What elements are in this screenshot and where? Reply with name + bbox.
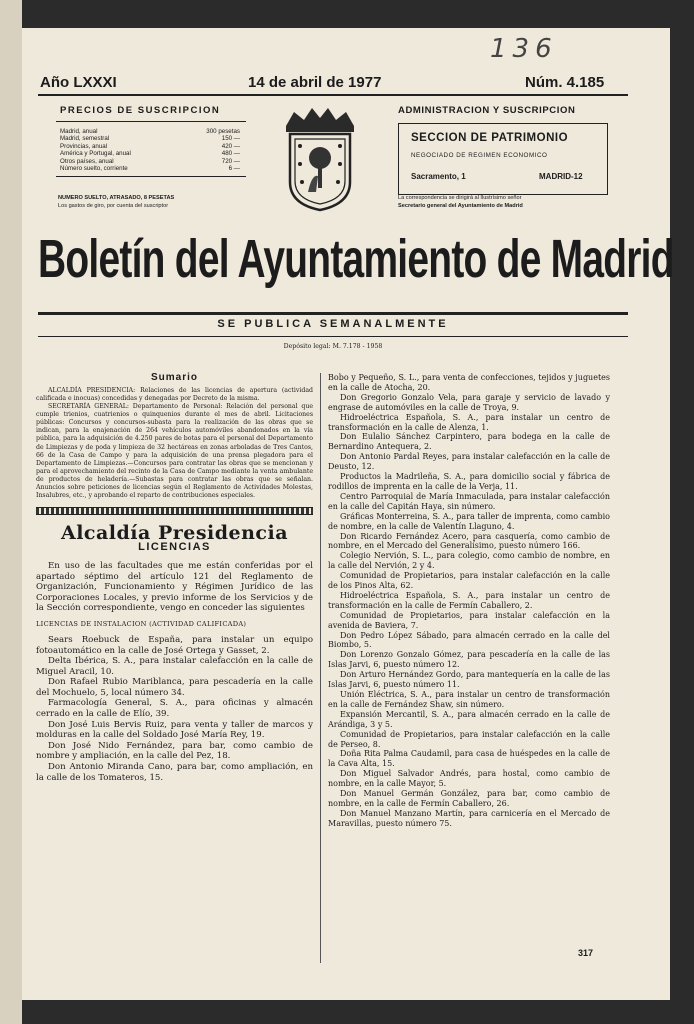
list-item: Don José Nido Fernández, para bar, como cambio de nombre y ampliación, en la calle del Pez, 18. bbox=[36, 740, 313, 762]
list-item: Centro Parroquial de María Inmaculada, para instalar calefacción en la calle del Capitán Haya, sin número. bbox=[328, 491, 610, 511]
list-item: Sears Roebuck de España, para instalar un equipo fotoautomático en la calle de José Ortega y Gasset, 2. bbox=[36, 634, 313, 656]
licencias-heading: LICENCIAS bbox=[138, 541, 211, 554]
list-item: Productos la Madrileña, S. A., para domicilio social y fábrica de rodillos de imprenta en la calle de la Verja, 11. bbox=[328, 472, 610, 491]
list-item: Delta Ibérica, S. A., para instalar calefacción en la calle de Miguel Aracil, 10. bbox=[36, 656, 313, 677]
street-address: Sacramento, 1 bbox=[411, 172, 466, 181]
summary-paragraph: SECRETARÍA GENERAL: Departamento de Personal: Relación del personal que cumple trienios, cuatrienios o quinquenios durante el mes de abril. Licitaciones públicas: Concursos y concursos-subasta para la realización de las obras que se indican, para la enajenación de 264 vehículos automóviles abandonados en la vía pública, para la adquisición de 4.250 pares de botas para el personal del Departamento de Limpiezas y de poda y limpieza de 32 hectáreas en zonas arboladas de Tres Cantos, 66 de la Casa de Campo y para la adquisición de una prensa plegadora para el Departamento de Limpiezas.—Concursos para contratar las obras que se mencionan y para el aprovechamiento del recinto de la Casa de Campo mediante la venta ambulante de productos de heladería.—Subastas para contratar las obras que se señalan. Anuncios sobre peticiones de licencias según el Reglamento de Actividades Molestas, Insalubres, etc., y aprobando el reparto de contribuciones especiales. bbox=[36, 403, 313, 500]
city-postcode: MADRID-12 bbox=[539, 172, 583, 181]
list-item: Don Manuel Germán González, para bar, como cambio de nombre, en la calle de Fermín Caballero, 26. bbox=[328, 789, 610, 808]
masthead-rule bbox=[38, 312, 628, 315]
price-row: Madrid, semestral 150 — bbox=[60, 135, 240, 143]
madrid-coat-of-arms-icon bbox=[276, 104, 364, 214]
left-column bbox=[36, 373, 313, 783]
page-number: 317 bbox=[578, 948, 594, 958]
list-item: Expansión Mercantil, S. A., para almacén cerrado en la calle de Arándiga, 3 y 5. bbox=[328, 709, 610, 729]
price-row: Madrid, anual 300 pesetas bbox=[60, 128, 240, 135]
list-item: Doña Rita Palma Caudamil, para casa de huéspedes en la calle de la Cava Alta, 15. bbox=[328, 749, 610, 769]
list-item: Hidroeléctrica Española, S. A., para instalar un centro de transformación en la calle de Alenza, 1. bbox=[328, 412, 610, 432]
department-name: NEGOCIADO DE REGIMEN ECONOMICO bbox=[411, 152, 548, 159]
publication-frequency: SE PUBLICA SEMANALMENTE bbox=[217, 318, 449, 330]
administration-heading: ADMINISTRACION Y SUSCRIPCION bbox=[398, 105, 576, 116]
transfer-fee-note: Los gastos de giro, por cuenta del suscriptor bbox=[58, 203, 169, 209]
summary-body bbox=[36, 387, 313, 500]
list-item: Bobo y Pequeño, S. L., para venta de confecciones, tejidos y juguetes en la calle de Atocha, 20. bbox=[328, 373, 610, 392]
price-row: América y Portugal, anual 480 — bbox=[60, 150, 240, 158]
list-item: Don Antonio Pardal Reyes, para instalar calefacción en la calle de Deusto, 12. bbox=[328, 452, 610, 472]
back-issue-note: NUMERO SUELTO, ATRASADO, 8 PESETAS bbox=[58, 195, 175, 201]
subtitle-rule bbox=[38, 336, 628, 337]
price-row: Otros países, anual 720 — bbox=[60, 157, 240, 165]
list-item: Gráficas Monterreina, S. A., para taller de imprenta, como cambio de nombre, en la calle de Valentín Llaguno, 4. bbox=[328, 511, 610, 531]
masthead-title: Boletín del Ayuntamiento de Madrid bbox=[38, 229, 674, 289]
list-item: Don Arturo Hernández Gordo, para mantequería en la calle de las Islas Jarvi, 6, puesto número 11. bbox=[328, 670, 610, 690]
list-item: Comunidad de Propietarios, para instalar calefacción en la calle de los Pinos Alta, 62. bbox=[328, 571, 610, 591]
book-binding-edge bbox=[0, 0, 22, 1024]
licencias-list-heading: LICENCIAS DE INSTALACION (ACTIVIDAD CALIFICADA) bbox=[36, 620, 247, 628]
summary-paragraph: ALCALDÍA PRESIDENCIA: Relaciones de las licencias de apertura (actividad calificada e inocuas) concedidas y denegadas por Decreto de la misma. bbox=[36, 386, 313, 402]
subscription-rule bbox=[56, 121, 246, 122]
handwritten-number: 136 bbox=[490, 34, 558, 64]
subscription-prices bbox=[60, 128, 240, 172]
correspondence-note: La correspondencia se dirigirá al Ilustrísimo señor bbox=[398, 195, 522, 201]
list-item: Don Rafael Rubio Mariblanca, para pescadería en la calle del Mochuelo, 5, local número 34. bbox=[36, 677, 313, 698]
list-item: Don Lorenzo Gonzalo Gómez, para pescadería en la calle de las Islas Jarvi, 6, puesto número 12. bbox=[328, 650, 610, 670]
list-item: Colegio Nervión, S. L., para colegio, como cambio de nombre, en la calle del Nervión, 2 y 4. bbox=[328, 551, 610, 571]
list-item: Comunidad de Propietarios, para instalar calefacción en la avenida de Baviera, 7. bbox=[328, 610, 610, 630]
list-item: Don Antonio Miranda Cano, para bar, como ampliación, en la calle de los Tomateros, 15. bbox=[36, 762, 313, 783]
list-item: Unión Eléctrica, S. A., para instalar un centro de transformación en la calle de Fernández Shaw, sin número. bbox=[328, 690, 610, 709]
ornamental-divider bbox=[36, 507, 313, 515]
newspaper-page bbox=[22, 28, 674, 1000]
price-row: Provincias, anual 420 — bbox=[60, 142, 240, 150]
list-item: Don José Luis Bervis Ruiz, para venta y taller de marcos y molduras en la calle del Soldado José María Rey, 19. bbox=[36, 719, 313, 741]
list-item: Don Ricardo Fernández Acero, para casquería, como cambio de nombre, en el Mercado del Generalísimo, puesto número 166. bbox=[328, 531, 610, 551]
issue-year: Año LXXXI bbox=[40, 74, 117, 91]
column-divider bbox=[320, 373, 321, 963]
legal-deposit: Depósito legal: M. 7.178 - 1958 bbox=[283, 343, 383, 350]
list-item: Comunidad de Propietarios, para instalar calefacción en la calle de Perseo, 8. bbox=[328, 729, 610, 749]
subscription-heading: PRECIOS DE SUSCRIPCION bbox=[60, 105, 221, 116]
secretary-note: Secretario general del Ayuntamiento de Madrid bbox=[398, 203, 523, 209]
list-item: Hidroeléctrica Española, S. A., para instalar un centro de transformación en la calle de Fermín Caballero, 2. bbox=[328, 590, 610, 610]
administration-box bbox=[398, 123, 608, 195]
licencias-list bbox=[36, 635, 313, 783]
summary-heading: Sumario bbox=[150, 372, 198, 383]
list-item: Don Gregorio Gonzalo Vela, para garaje y servicio de lavado y engrase de automóviles en la calle de Troya, 9. bbox=[328, 392, 610, 412]
section-heading-alcaldia: Alcaldía Presidencia bbox=[60, 522, 289, 545]
list-item: Don Manuel Manzano Martín, para carnicería en el Mercado de Maravillas, puesto número 75. bbox=[328, 808, 610, 828]
list-item: Don Pedro López Sábado, para almacén cerrado en la calle del Biombo, 5. bbox=[328, 630, 610, 650]
licencias-intro: En uso de las facultades que me están conferidas por el apartado séptimo del artículo 121 del Reglamento de Organización, Funcionamiento y Régimen Jurídico de las Corporaciones Locales, y previo informe de los Servicios y de la Sección correspondiente, vengo en conceder las siguientes bbox=[36, 561, 313, 614]
price-row: Número suelto, corriente 6 — bbox=[60, 165, 240, 173]
list-item: Don Eulalio Sánchez Carpintero, para bodega en la calle de Bernardino Antequera, 2. bbox=[328, 432, 610, 452]
list-item: Farmacología General, S. A., para oficinas y almacén cerrado en la calle de Elío, 39. bbox=[36, 698, 313, 720]
subscription-rule-bottom bbox=[56, 176, 246, 177]
header-rule bbox=[38, 94, 628, 96]
section-name: SECCION DE PATRIMONIO bbox=[411, 132, 569, 144]
issue-number: Núm. 4.185 bbox=[525, 74, 605, 91]
right-column bbox=[328, 373, 610, 829]
list-item: Don Miguel Salvador Andrés, para hostal, como cambio de nombre, en la calle Mayor, 5. bbox=[328, 769, 610, 789]
issue-date: 14 de abril de 1977 bbox=[248, 74, 382, 91]
